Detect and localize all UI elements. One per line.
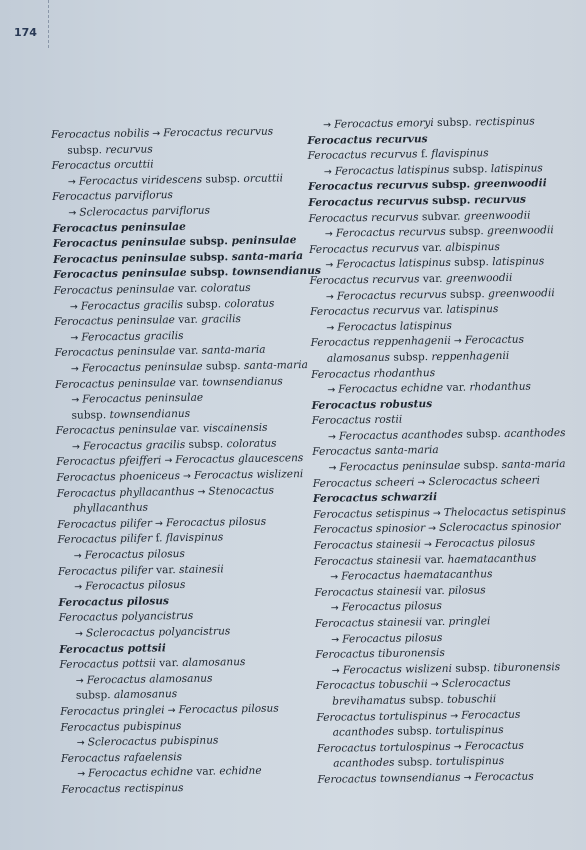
entry-text: var. xyxy=(174,313,202,327)
taxon-name: Ferocactus viridescens xyxy=(78,173,203,188)
taxon-name: Ferocactus peninsulae xyxy=(55,423,177,438)
entry-text: var. xyxy=(418,241,446,255)
entry-text: subsp. xyxy=(460,459,502,472)
entry-text: subsp. xyxy=(451,661,494,675)
entry-text: → xyxy=(77,768,89,781)
taxon-name: Ferocactus tobuschii xyxy=(315,678,428,693)
entry-text: subsp. xyxy=(433,116,476,130)
page-number: 174 xyxy=(14,26,37,39)
taxon-name: Ferocactus pilifer xyxy=(57,564,153,578)
taxon-name: Ferocactus peninsulae xyxy=(54,376,176,391)
entry-text: subsp. xyxy=(185,438,227,451)
taxon-name: alamosanus xyxy=(326,351,391,365)
entry-text: var. xyxy=(419,272,446,286)
entry-text: var. xyxy=(421,584,449,598)
entry-text: subsp. xyxy=(186,266,233,280)
taxon-name: Ferocactus stainesii xyxy=(313,553,422,568)
taxon-name: Ferocactus reppenhagenii xyxy=(310,335,451,350)
taxon-name: orcuttii xyxy=(243,172,284,185)
taxon-name: reppenhagenii xyxy=(431,349,510,363)
entry-text: var. xyxy=(175,376,203,389)
entry-text: var. xyxy=(175,344,202,358)
entry-text: → xyxy=(325,259,337,272)
taxon-name: coloratus xyxy=(224,297,275,310)
entry-text: var. xyxy=(192,765,220,779)
taxon-name: Ferocactus latispinus xyxy=(334,163,450,178)
taxon-name: Stenocactus xyxy=(208,484,275,498)
entry-text: → xyxy=(76,737,88,749)
entry-text: → xyxy=(330,571,342,583)
entry-text: subvar. xyxy=(418,210,464,223)
taxon-name: Ferocactus gracilis xyxy=(80,298,184,313)
entry-text: → xyxy=(324,228,336,240)
taxon-name: Ferocactus recurvus xyxy=(308,195,429,209)
taxon-name: Sclerocactus scheeri xyxy=(428,474,541,488)
entry-text: → xyxy=(67,176,79,188)
taxon-name: Ferocactus xyxy=(464,333,525,347)
taxon-name: Ferocactus gracilis xyxy=(81,329,184,344)
taxon-name: haematacanthus xyxy=(447,552,537,566)
taxon-name: Ferocactus emoryi xyxy=(333,117,434,131)
taxon-name: Ferocactus phoeniceus xyxy=(56,470,181,485)
taxon-name: Sclerocactus pubispinus xyxy=(87,734,219,749)
entry-text: subsp. xyxy=(186,250,232,264)
entry-text: → xyxy=(328,462,340,474)
entry-text: subsp. xyxy=(67,143,106,157)
taxon-name: Ferocactus pilosus xyxy=(342,631,443,646)
taxon-name: Ferocactus acanthodes xyxy=(338,428,463,443)
entry-text: var. xyxy=(155,657,183,670)
taxon-name: Ferocactus pubispinus xyxy=(60,719,182,734)
taxon-name: Ferocactus xyxy=(461,708,521,722)
entry-text: var. xyxy=(422,615,449,629)
taxon-name: viscainensis xyxy=(202,421,268,435)
taxon-name: Ferocactus xyxy=(464,739,524,753)
entry-text: subsp. xyxy=(445,225,488,238)
taxon-name: latispinus xyxy=(492,255,545,269)
taxon-name: Ferocactus peninsulae xyxy=(82,391,204,406)
taxon-name: Ferocactus schwarzii xyxy=(312,491,438,506)
entry-text: → xyxy=(450,335,465,348)
taxon-name: Ferocactus pringlei xyxy=(60,704,165,718)
entry-text: → xyxy=(74,581,86,593)
entry-text: subsp. xyxy=(449,162,491,176)
taxon-name: townsendianus xyxy=(109,407,191,421)
left-column xyxy=(51,124,322,799)
taxon-name: Ferocactus parviflorus xyxy=(51,189,174,204)
taxon-name: Ferocactus pilosus xyxy=(434,536,536,551)
entry-text: var. xyxy=(419,303,447,317)
entry-text: → xyxy=(74,628,87,640)
entry-text: → xyxy=(325,291,337,303)
entry-text: → xyxy=(327,384,339,396)
entry-text: subsp. xyxy=(428,178,474,192)
entry-text: subsp. xyxy=(185,235,232,249)
taxon-name: stainesii xyxy=(178,562,224,576)
taxon-name: Ferocactus tortulospinus xyxy=(316,740,451,755)
taxon-name: latispinus xyxy=(490,162,543,175)
taxon-name: acanthodes xyxy=(332,725,395,739)
taxon-name: Ferocactus recurvus xyxy=(307,148,418,163)
entry-text: var. xyxy=(442,381,470,394)
taxon-name: albispinus xyxy=(445,240,500,254)
taxon-name: Ferocactus recurvus xyxy=(335,225,446,240)
taxon-name: greenwoodii xyxy=(473,177,547,191)
taxon-name: pringlei xyxy=(448,615,491,628)
entry-text: → xyxy=(327,431,340,443)
entry-text: → xyxy=(164,705,179,717)
entry-text: → xyxy=(425,523,440,535)
margin-rule xyxy=(48,0,49,48)
entry-text: subsp. xyxy=(428,194,475,208)
entry-text: → xyxy=(71,441,84,453)
index-entry xyxy=(317,769,577,789)
entry-text: → xyxy=(149,128,164,140)
taxon-name: tortulispinus xyxy=(435,724,504,738)
taxon-name: townsendianus xyxy=(231,265,321,279)
taxon-name: Sclerocactus parviflorus xyxy=(79,204,211,219)
taxon-name: acanthodes xyxy=(333,757,395,771)
entry-text: subsp. xyxy=(394,756,436,770)
entry-text: → xyxy=(414,476,429,489)
taxon-name: recurvus xyxy=(105,142,153,156)
entry-text: → xyxy=(75,675,87,687)
taxon-name: Ferocactus rostii xyxy=(311,413,403,428)
entry-text: → xyxy=(331,665,343,677)
taxon-name: greenwoodii xyxy=(445,271,513,285)
taxon-name: Ferocactus santa-maria xyxy=(312,444,439,459)
taxon-name: Ferocactus peninsulae xyxy=(52,251,187,266)
taxon-name: Ferocactus wislizeni xyxy=(193,468,304,482)
taxon-name: coloratus xyxy=(200,281,251,295)
taxon-name: Ferocactus recurvus xyxy=(308,210,419,225)
taxon-name: Ferocactus echidne xyxy=(88,766,194,780)
entry-text: subsp. xyxy=(75,689,115,703)
entry-text: → xyxy=(70,363,82,375)
taxon-name: Ferocactus robustus xyxy=(311,397,433,412)
taxon-name: greenwoodii xyxy=(488,286,555,300)
taxon-name: Ferocactus latispinus xyxy=(336,257,451,271)
taxon-name: Ferocactus peninsulae xyxy=(53,283,175,297)
taxon-name: Ferocactus stainesii xyxy=(313,538,422,552)
taxon-name: flavispinus xyxy=(431,147,489,161)
entry-text: → xyxy=(323,119,335,131)
taxon-name: Ferocactus rhodanthus xyxy=(310,366,436,381)
taxon-name: Ferocactus peninsulae xyxy=(81,360,203,375)
taxon-name: Ferocactus pilosus xyxy=(85,579,186,593)
entry-text: subsp. xyxy=(202,172,244,186)
taxon-name: Ferocactus pilosus xyxy=(165,515,267,530)
taxon-name: brevihamatus xyxy=(332,694,406,708)
entry-text: var. xyxy=(152,563,180,577)
taxon-name: pilosus xyxy=(447,584,486,597)
entry-text: var. xyxy=(174,282,201,296)
entry-text: subsp. xyxy=(450,256,493,270)
entry-text: → xyxy=(69,301,81,313)
taxon-name: Ferocactus setispinus xyxy=(313,506,430,521)
entry-text: subsp. xyxy=(462,427,505,441)
taxon-name: Ferocactus pilifer xyxy=(57,532,153,547)
taxon-name: rectispinus xyxy=(475,115,535,129)
entry-text: → xyxy=(460,772,475,784)
taxon-name: tobuschii xyxy=(446,693,497,706)
taxon-name: Thelocactus setispinus xyxy=(443,504,566,519)
entry-text: subsp. xyxy=(202,359,245,373)
entry-text: → xyxy=(70,332,82,344)
taxon-name: Ferocactus recurvus xyxy=(336,288,447,303)
taxon-name: Ferocactus recurvus xyxy=(307,132,428,147)
entry-text: → xyxy=(161,455,176,467)
taxon-name: tortulispinus xyxy=(435,755,505,769)
taxon-name: santa-maria xyxy=(501,458,566,472)
taxon-name: greenwoodii xyxy=(487,224,554,238)
entry-text: → xyxy=(450,741,465,753)
entry-text: f. xyxy=(417,148,432,161)
taxon-name: alamosanus xyxy=(113,688,178,702)
entry-text: → xyxy=(151,518,167,530)
taxon-name: Ferocactus recurvus xyxy=(163,125,274,140)
entry-text: subsp. xyxy=(393,725,436,738)
index-entry xyxy=(61,779,321,799)
taxon-name: Ferocactus scheeri xyxy=(312,476,415,490)
taxon-name: Ferocactus peninsulae xyxy=(53,314,176,329)
taxon-name: Ferocactus rectispinus xyxy=(61,781,184,796)
taxon-name: greenwoodii xyxy=(463,209,531,223)
taxon-name: Ferocactus recurvus xyxy=(309,304,421,319)
taxon-name: Ferocactus recurvus xyxy=(309,273,420,287)
taxon-name: Ferocactus peninsulae xyxy=(339,459,461,474)
entry-text: → xyxy=(179,470,195,483)
taxon-name: Sclerocactus xyxy=(441,677,511,691)
entry-text: → xyxy=(429,507,444,519)
taxon-name: Ferocactus haematacanthus xyxy=(341,568,493,583)
taxon-name: Ferocactus peninsulae xyxy=(53,267,187,282)
entry-text: → xyxy=(420,539,436,551)
entry-text: subsp. xyxy=(71,408,110,422)
taxon-name: Ferocactus stainesii xyxy=(314,585,422,599)
taxon-name: Ferocactus peninsulae xyxy=(54,345,176,360)
taxon-name: Ferocactus latispinus xyxy=(337,319,452,334)
taxon-name: Ferocactus pfeifferi xyxy=(56,454,162,469)
taxon-name: santa-maria xyxy=(243,358,308,372)
taxon-name: Ferocactus tiburonensis xyxy=(315,647,445,662)
taxon-name: Sclerocactus spinosior xyxy=(438,520,561,535)
taxon-name: Ferocactus gracilis xyxy=(82,438,186,453)
entry-text: → xyxy=(73,550,85,562)
taxon-name: coloratus xyxy=(226,437,277,451)
taxon-name: Sclerocactus polyancistrus xyxy=(85,625,231,640)
entry-text: → xyxy=(330,602,342,615)
entry-text: f. xyxy=(152,532,166,545)
taxon-name: santa-maria xyxy=(231,249,304,263)
taxon-name: Ferocactus phyllacanthus xyxy=(56,485,195,500)
taxon-name: Ferocactus pilosus xyxy=(84,547,185,562)
taxon-name: Ferocactus orcuttii xyxy=(51,158,154,173)
taxon-name: Ferocactus pilosus xyxy=(178,702,279,717)
taxon-name: flavispinus xyxy=(165,531,224,545)
entry-text: var. xyxy=(176,422,204,436)
entry-text: → xyxy=(323,166,335,178)
taxon-name: santa-maria xyxy=(201,343,266,357)
taxon-name: Ferocactus peninsulae xyxy=(52,220,186,235)
entry-text: subsp. xyxy=(405,693,448,707)
taxon-name: Ferocactus glaucescens xyxy=(175,452,304,467)
taxon-name: recurvus xyxy=(473,193,527,207)
taxon-name: Ferocactus pottsii xyxy=(59,657,156,672)
taxon-name: alamosanus xyxy=(182,656,246,670)
entry-text: → xyxy=(194,486,209,498)
taxon-name: rhodanthus xyxy=(469,380,532,394)
taxon-name: Ferocactus peninsulae xyxy=(52,236,187,251)
entry-text: → xyxy=(427,679,442,691)
taxon-name: Ferocactus echidne xyxy=(338,381,444,396)
entry-text: subsp. xyxy=(389,350,432,364)
taxon-name: Ferocactus polyancistrus xyxy=(58,610,194,625)
taxon-name: Ferocactus nobilis xyxy=(51,127,150,141)
entry-text: → xyxy=(68,207,80,219)
entry-text: → xyxy=(326,322,338,334)
taxon-name: acanthodes xyxy=(504,426,566,440)
taxon-name: Ferocactus recurvus xyxy=(307,179,429,194)
right-column xyxy=(307,114,578,789)
entry-text: subsp. xyxy=(446,287,489,301)
entry-text: subsp. xyxy=(182,297,225,311)
taxon-name: Ferocactus spinosior xyxy=(313,522,426,537)
taxon-name: gracilis xyxy=(201,313,242,326)
taxon-name: Ferocactus alamosanus xyxy=(86,672,213,687)
taxon-name: Ferocactus pilosus xyxy=(341,600,442,614)
taxon-name: Ferocactus stainesii xyxy=(314,616,423,630)
entry-text: → xyxy=(71,394,83,406)
taxon-name: Ferocactus pottsii xyxy=(59,641,166,656)
taxon-name: Ferocactus pilifer xyxy=(57,517,153,531)
taxon-name: Ferocactus wislizeni xyxy=(342,662,453,677)
taxon-name: echidne xyxy=(219,765,262,778)
entry-text: var. xyxy=(421,553,448,566)
taxon-name: latispinus xyxy=(446,303,499,316)
entry-text: → xyxy=(331,634,343,646)
taxon-name: townsendianus xyxy=(202,374,283,389)
taxon-name: Ferocactus xyxy=(474,770,534,784)
taxon-name: Ferocactus recurvus xyxy=(308,242,420,256)
taxon-name: tiburonensis xyxy=(493,660,561,674)
taxon-name: peninsulae xyxy=(231,234,297,248)
taxon-name: phyllacanthus xyxy=(72,501,149,515)
entry-text: → xyxy=(447,710,462,722)
taxon-name: Ferocactus townsendianus xyxy=(317,771,461,786)
taxon-name: Ferocactus pilosus xyxy=(58,595,170,609)
taxon-name: Ferocactus rafaelensis xyxy=(60,750,183,765)
taxon-name: Ferocactus tortulispinus xyxy=(316,709,448,724)
